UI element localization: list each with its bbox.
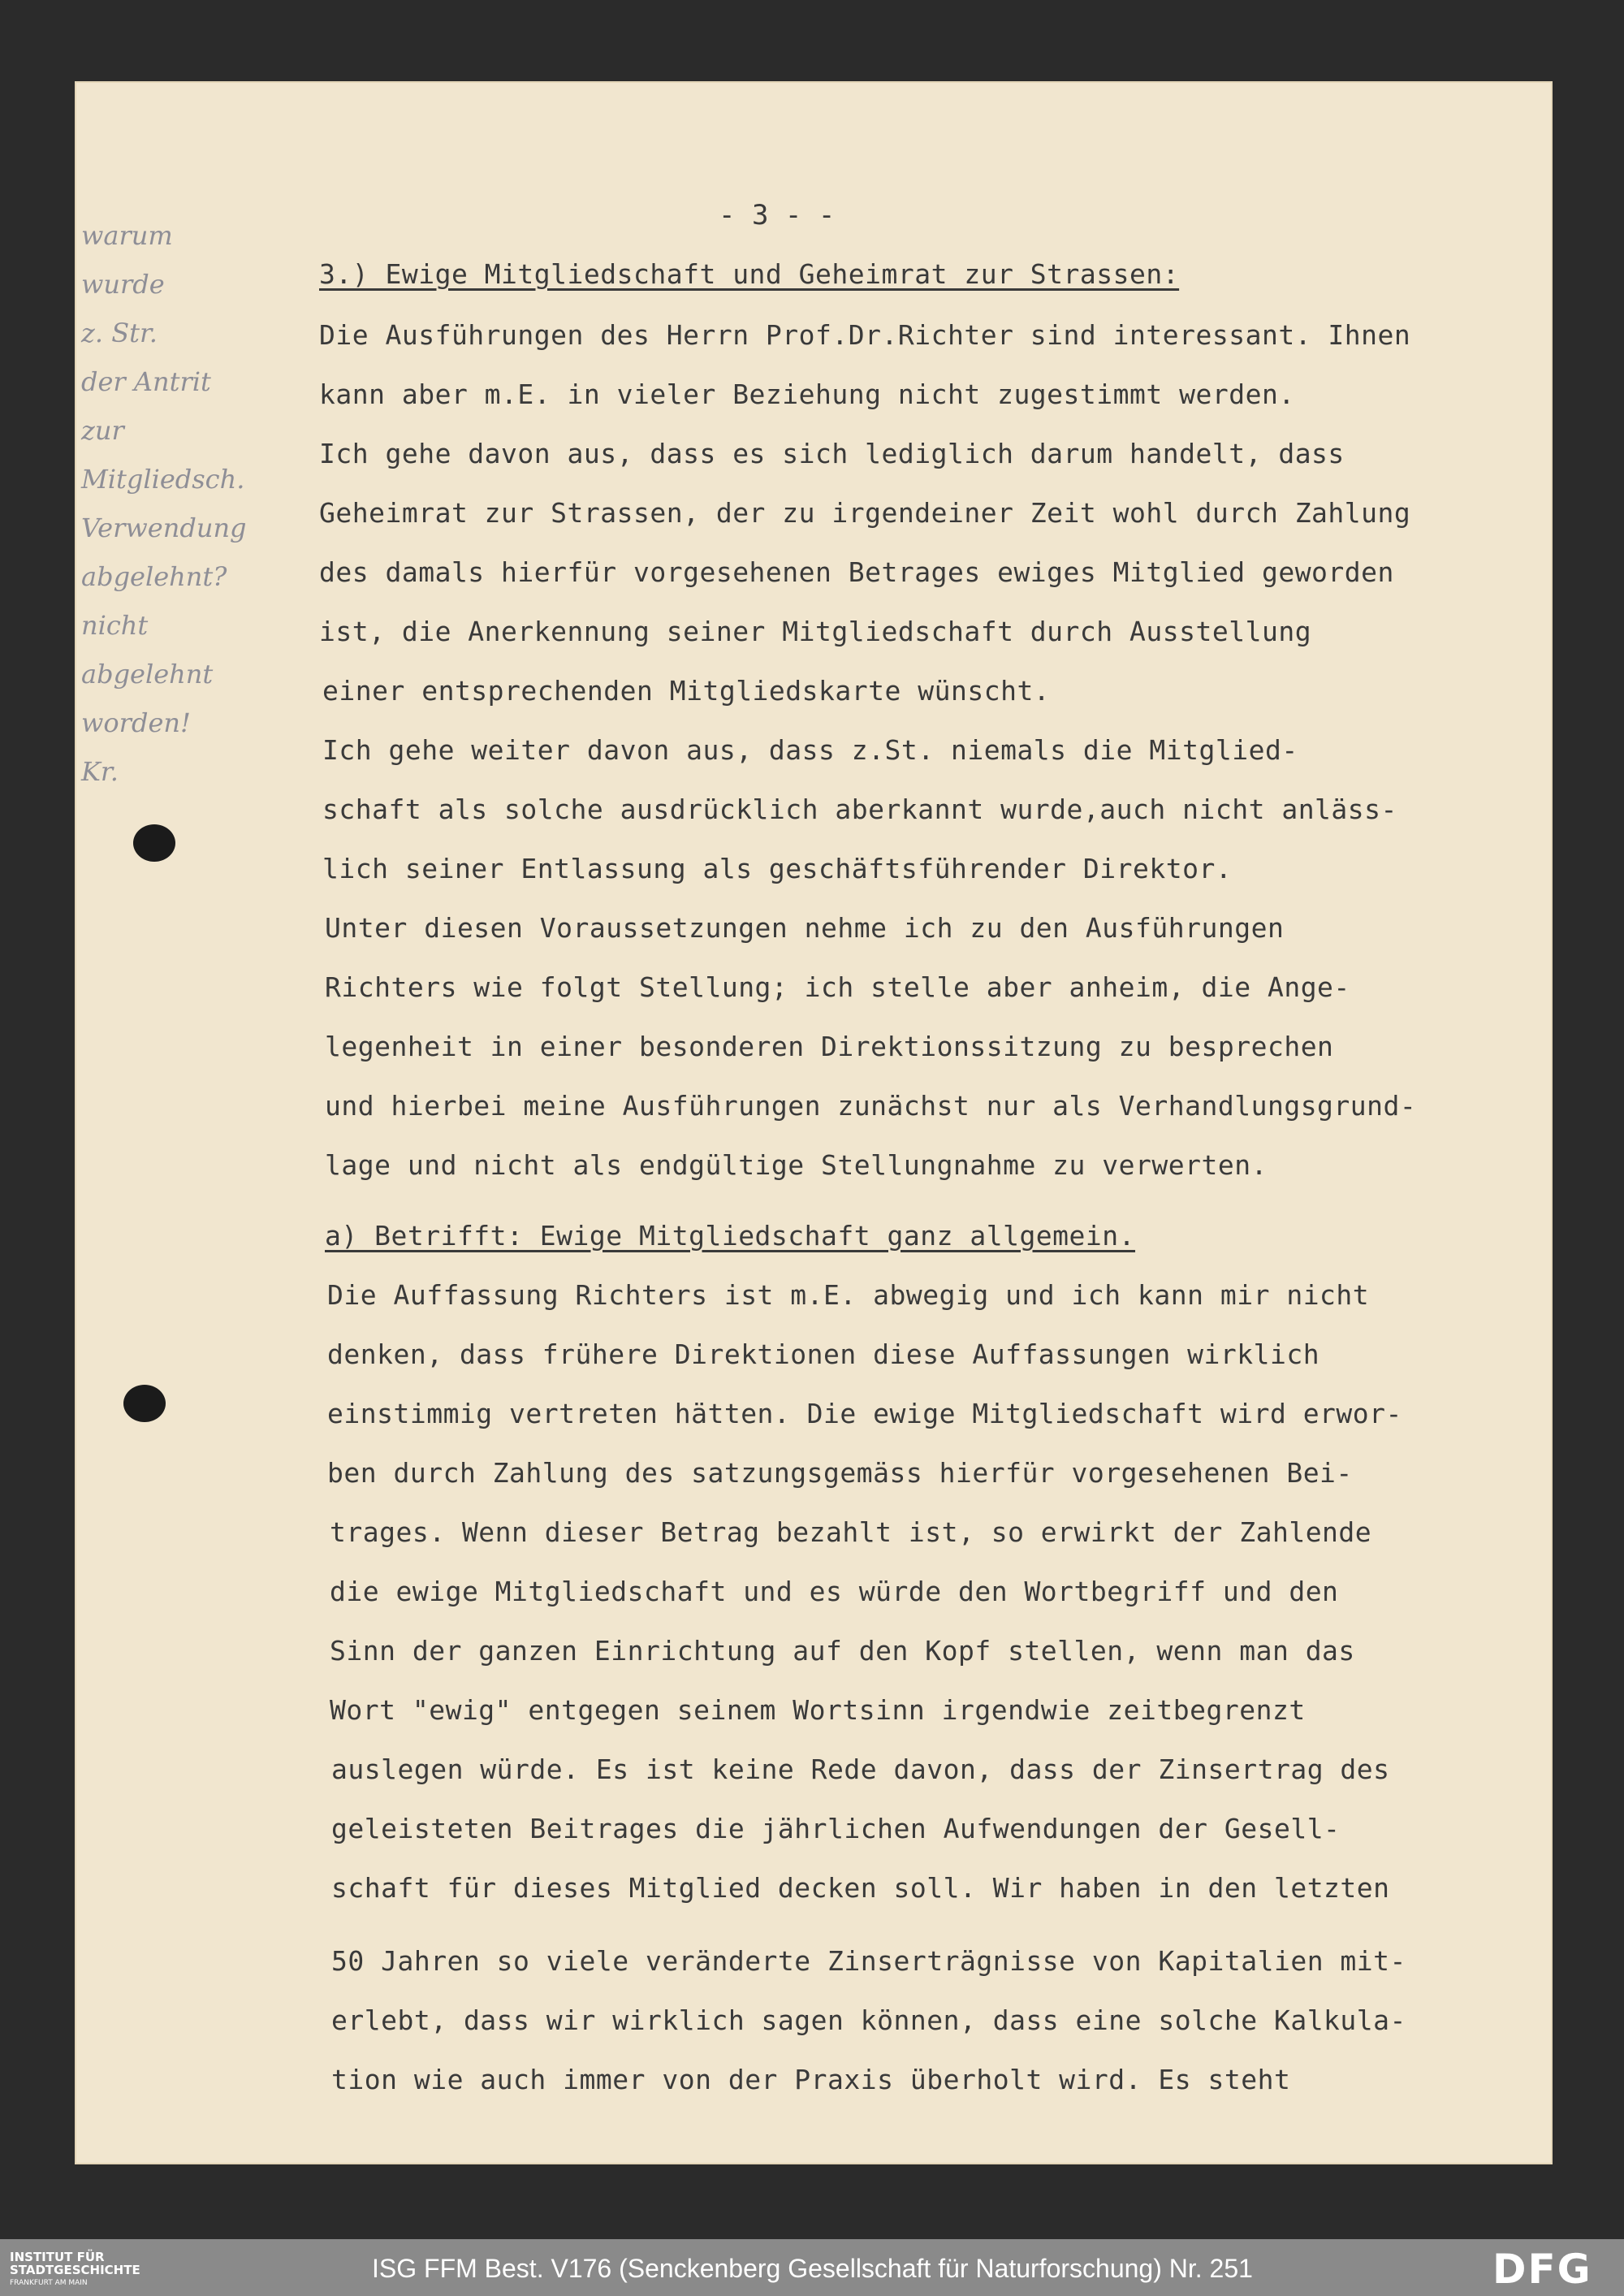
institute-logo-text [10,2251,140,2290]
dfg-logo: DFG [1492,2246,1592,2293]
body-line: die ewige Mitgliedschaft und es würde den Wortbegriff und den [330,1576,1339,1607]
body-line: ben durch Zahlung des satzungsgemäss hierfür vorgesehenen Bei- [327,1457,1353,1489]
body-line: Wort "ewig" entgegen seinem Wortsinn irgendwie zeitbegrenzt [330,1694,1306,1726]
page-number: - 3 - - [719,199,836,231]
footer-bar [0,2239,1624,2296]
body-line: Sinn der ganzen Einrichtung auf den Kopf stellen, wenn man das [330,1635,1355,1667]
archive-citation: ISG FFM Best. V176 (Senckenberg Gesellschaft für Naturforschung) Nr. 251 [372,2254,1253,2283]
body-line: denken, dass frühere Direktionen diese Auffassungen wirklich [327,1338,1320,1370]
body-line: und hierbei meine Ausführungen zunächst nur als Verhandlungsgrund- [325,1090,1417,1122]
body-line: Ich gehe weiter davon aus, dass z.St. niemals die Mitglied- [322,734,1298,766]
body-line: einer entsprechenden Mitgliedskarte wünscht. [322,675,1051,707]
body-line: Die Auffassung Richters ist m.E. abwegig und ich kann mir nicht [327,1279,1370,1311]
body-line: des damals hierfür vorgesehenen Betrages ewiges Mitglied geworden [319,556,1394,588]
annotation-line: abgelehnt [81,659,214,690]
body-line: tion wie auch immer von der Praxis überholt wird. Es steht [331,2064,1291,2095]
annotation-line: der Antrit [81,366,211,397]
body-line: schaft für dieses Mitglied decken soll. Wir haben in den letzten [331,1872,1390,1904]
body-line: legenheit in einer besonderen Direktionssitzung zu besprechen [325,1031,1334,1062]
annotation-line: nicht [81,610,149,641]
body-line: Ich gehe davon aus, dass es sich lediglich darum handelt, dass [319,438,1345,469]
body-line: Richters wie folgt Stellung; ich stelle aber anheim, die Ange- [325,971,1350,1003]
annotation-line: Mitgliedsch. [81,464,245,495]
section-heading-3: 3.) Ewige Mitgliedschaft und Geheimrat zur Strassen: [319,258,1180,290]
institute-line-1: INSTITUT FÜR [10,2250,105,2264]
institute-line-3: FRANKFURT AM MAIN [10,2279,88,2287]
annotation-line: z. Str. [81,318,158,348]
annotation-line: Verwendung [81,512,247,543]
body-line: kann aber m.E. in vieler Beziehung nicht zugestimmt werden. [319,378,1295,410]
body-line: 50 Jahren so viele veränderte Zinserträgnisse von Kapitalien mit- [331,1945,1406,1977]
body-line: trages. Wenn dieser Betrag bezahlt ist, so erwirkt der Zahlende [330,1516,1372,1548]
annotation-line: zur [81,415,124,446]
body-line: geleisteten Beitrages die jährlichen Aufwendungen der Gesell- [331,1813,1341,1844]
annotation-line: wurde [81,269,165,300]
body-line: lage und nicht als endgültige Stellungnahme zu verwerten. [325,1149,1268,1181]
annotation-line: warum [81,220,173,251]
body-line: lich seiner Entlassung als geschäftsführender Direktor. [322,853,1233,884]
annotation-line: abgelehnt? [81,561,227,592]
body-line: erlebt, dass wir wirklich sagen können, dass eine solche Kalkula- [331,2004,1406,2036]
body-line: auslegen würde. Es ist keine Rede davon, dass der Zinsertrag des [331,1753,1390,1785]
annotation-line: worden! [81,707,191,738]
body-line: Die Ausführungen des Herrn Prof.Dr.Richter sind interessant. Ihnen [319,319,1411,351]
punch-hole-bottom [123,1385,166,1422]
body-line: einstimmig vertreten hätten. Die ewige Mitgliedschaft wird erwor- [327,1398,1402,1429]
body-line: Geheimrat zur Strassen, der zu irgendeiner Zeit wohl durch Zahlung [319,497,1411,529]
institute-line-2: STADTGESCHICHTE [10,2263,140,2277]
annotation-line: Kr. [81,756,119,787]
margin-annotations [81,211,325,796]
body-line: ist, die Anerkennung seiner Mitgliedschaft durch Ausstellung [319,616,1312,647]
section-heading-a: a) Betrifft: Ewige Mitgliedschaft ganz allgemein. [325,1220,1136,1252]
body-line: schaft als solche ausdrücklich aberkannt wurde,auch nicht anläss- [322,793,1397,825]
body-line: Unter diesen Voraussetzungen nehme ich zu den Ausführungen [325,912,1285,944]
punch-hole-top [133,824,175,862]
